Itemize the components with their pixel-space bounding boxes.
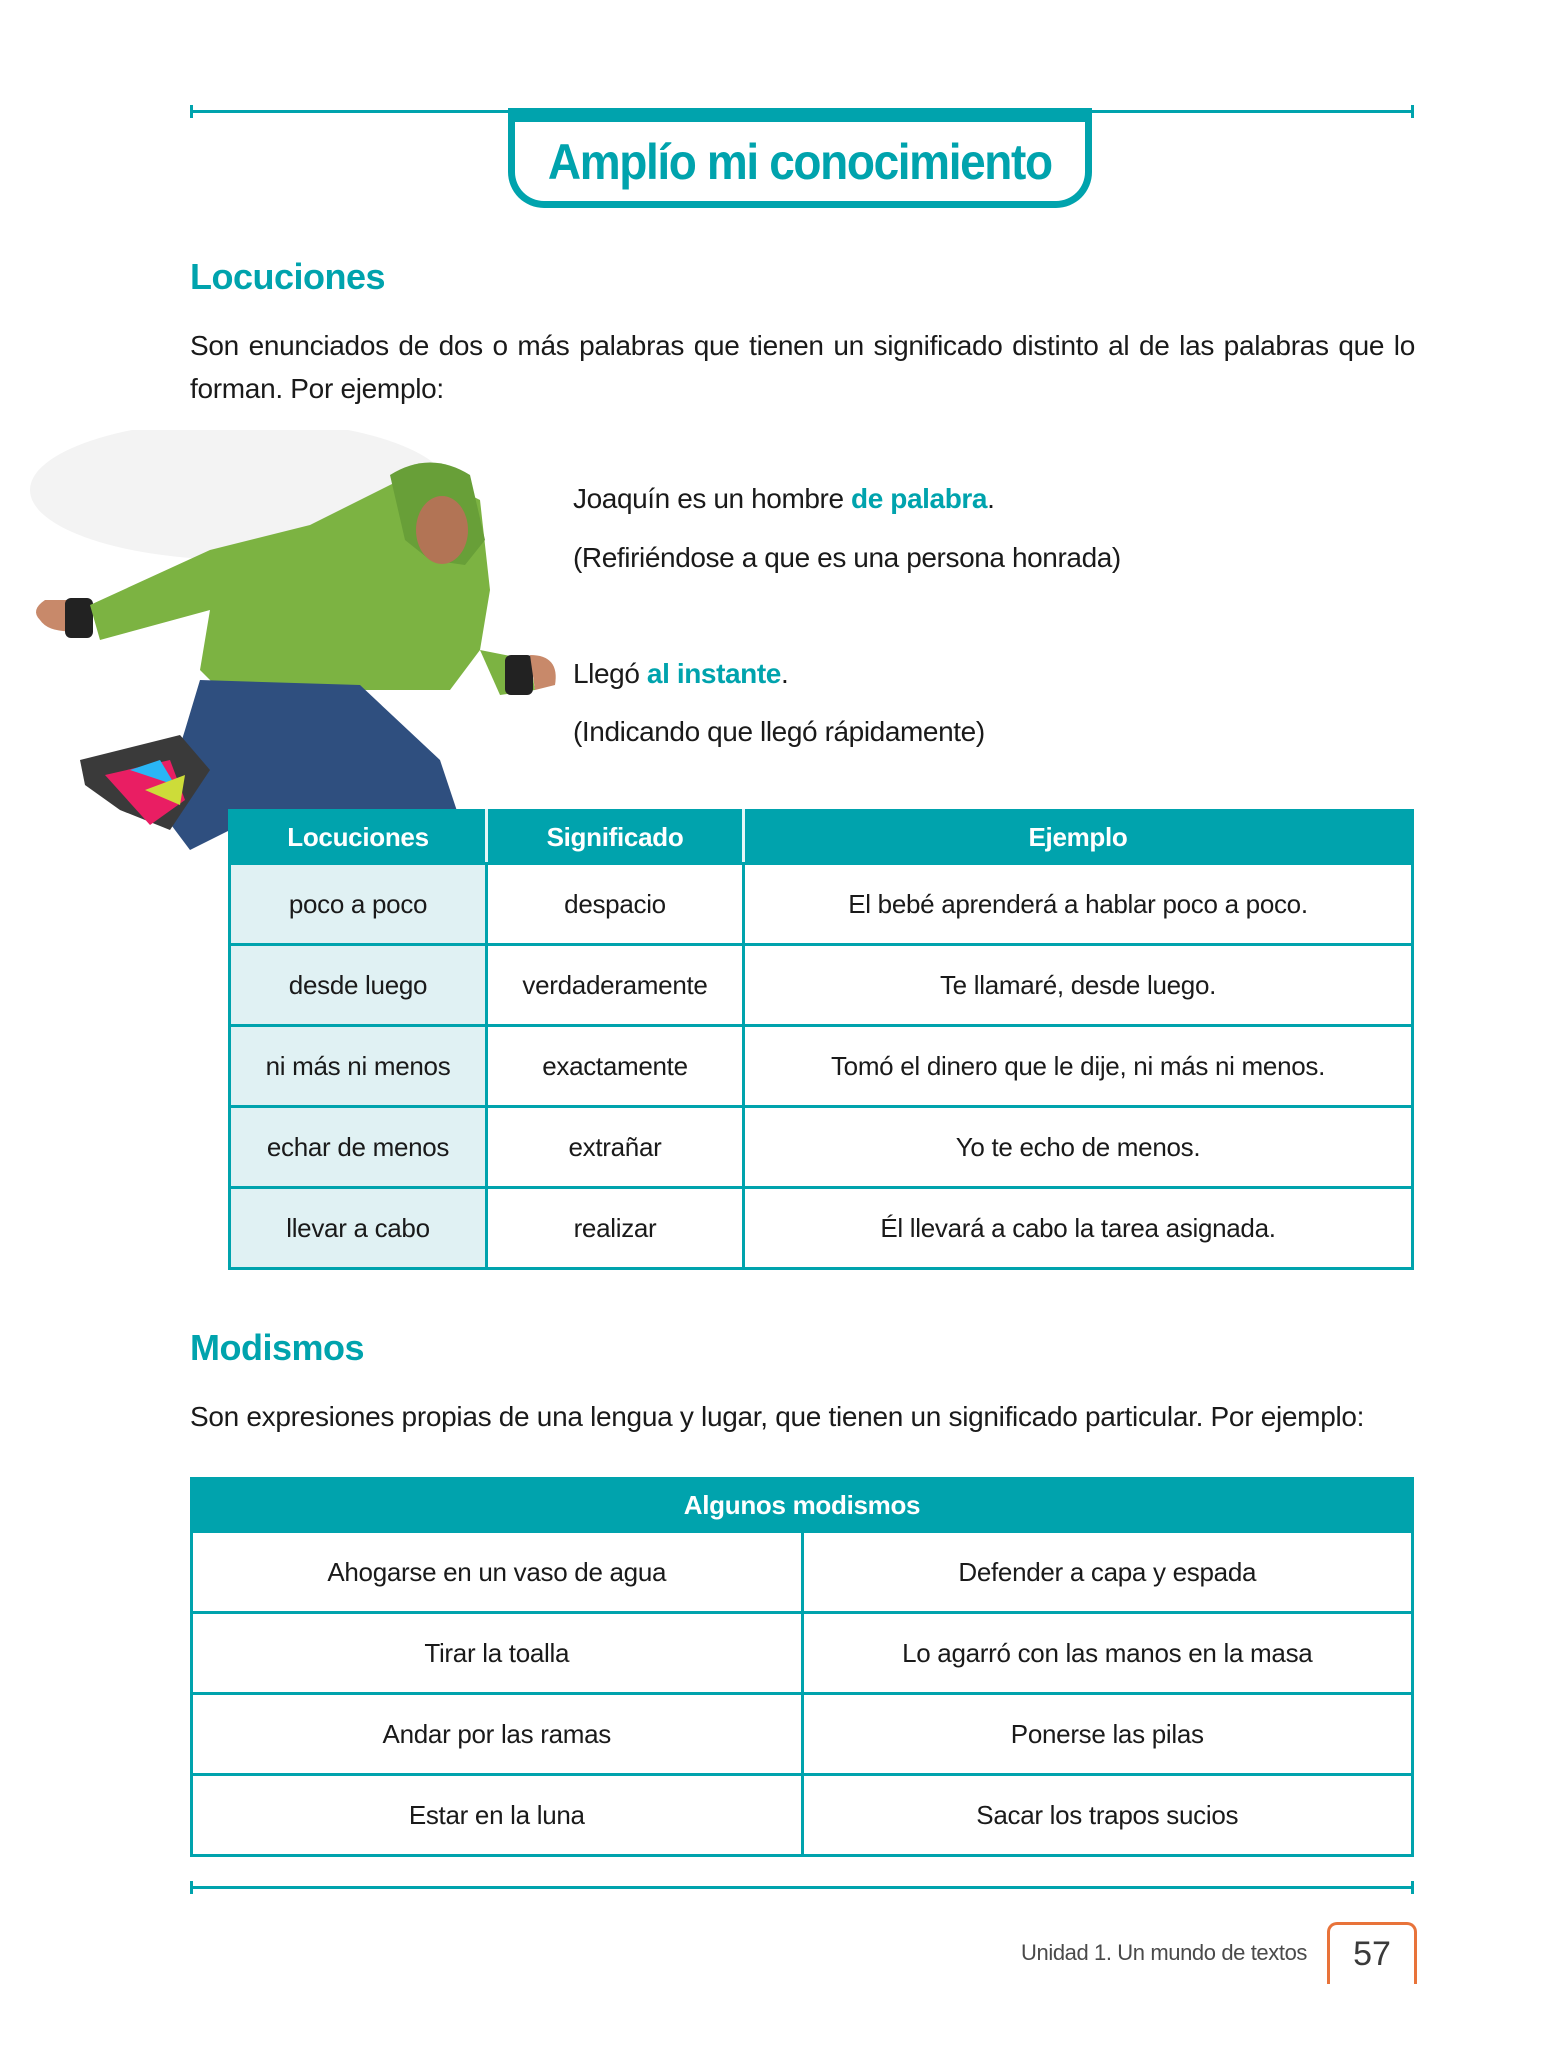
locuciones-description: Son enunciados de dos o más palabras que tienen un significado distinto al de las palabras que lo forman. Por ejemplo: <box>190 330 1415 404</box>
ejemplo-cell: El bebé aprenderá a hablar poco a poco. <box>744 864 1413 945</box>
modismo-cell: Estar en la luna <box>192 1775 803 1856</box>
significado-cell: despacio <box>487 864 744 945</box>
table-row <box>192 1532 1413 1613</box>
table-header-row <box>230 811 1413 864</box>
table-row <box>230 1188 1413 1269</box>
locucion-cell: poco a poco <box>230 864 487 945</box>
locucion-cell: llevar a cabo <box>230 1188 487 1269</box>
significado-cell: exactamente <box>487 1026 744 1107</box>
section-title-box <box>508 108 1092 208</box>
table-row <box>192 1613 1413 1694</box>
modismo-cell: Ponerse las pilas <box>802 1694 1413 1775</box>
example-1-text: Joaquín es un hombre <box>573 483 852 514</box>
example-1 <box>573 483 994 515</box>
table-row <box>230 945 1413 1026</box>
modismo-cell: Andar por las ramas <box>192 1694 803 1775</box>
header-ejemplo: Ejemplo <box>744 811 1413 864</box>
table-row <box>192 1775 1413 1856</box>
locucion-cell: echar de menos <box>230 1107 487 1188</box>
page-number: 57 <box>1353 1935 1391 1973</box>
ejemplo-cell: Te llamaré, desde luego. <box>744 945 1413 1026</box>
ejemplo-cell: Él llevará a cabo la tarea asignada. <box>744 1188 1413 1269</box>
footer-unit-title: Unidad 1. Un mundo de textos <box>1021 1940 1307 1965</box>
ejemplo-cell: Yo te echo de menos. <box>744 1107 1413 1188</box>
example-2-period: . <box>780 658 789 689</box>
section-title: Amplío mi conocimiento <box>548 133 1052 190</box>
example-2-highlight: al instante <box>646 658 781 689</box>
bottom-rule <box>190 1886 1414 1889</box>
header-algunos-modismos: Algunos modismos <box>192 1479 1413 1532</box>
locucion-cell: ni más ni menos <box>230 1026 487 1107</box>
modismos-table <box>190 1477 1414 1857</box>
example-2-text: Llegó <box>573 658 647 689</box>
table-row <box>230 1026 1413 1107</box>
modismo-cell: Ahogarse en un vaso de agua <box>192 1532 803 1613</box>
ejemplo-cell: Tomó el dinero que le dije, ni más ni menos. <box>744 1026 1413 1107</box>
table-header-row <box>192 1479 1413 1532</box>
example-2-note: (Indicando que llegó rápidamente) <box>573 716 985 747</box>
page-number-box <box>1327 1922 1417 1984</box>
jumping-girl-photo-icon <box>10 430 570 870</box>
modismo-cell: Defender a capa y espada <box>802 1532 1413 1613</box>
locuciones-heading: Locuciones <box>190 256 386 297</box>
table-row <box>192 1694 1413 1775</box>
modismo-cell: Sacar los trapos sucios <box>802 1775 1413 1856</box>
table-row <box>230 1107 1413 1188</box>
modismos-heading: Modismos <box>190 1327 365 1368</box>
example-2 <box>573 658 788 690</box>
example-1-note: (Refiriéndose a que es una persona honrada) <box>573 542 1121 573</box>
significado-cell: extrañar <box>487 1107 744 1188</box>
locuciones-table <box>228 809 1414 1270</box>
table-row <box>230 864 1413 945</box>
significado-cell: verdaderamente <box>487 945 744 1026</box>
modismos-description: Son expresiones propias de una lengua y lugar, que tienen un significado particular. Por ejemplo: <box>190 1401 1365 1432</box>
modismo-cell: Tirar la toalla <box>192 1613 803 1694</box>
modismo-cell: Lo agarró con las manos en la masa <box>802 1613 1413 1694</box>
header-locuciones: Locuciones <box>230 811 487 864</box>
locucion-cell: desde luego <box>230 945 487 1026</box>
example-1-highlight: de palabra <box>851 483 988 514</box>
header-significado: Significado <box>487 811 744 864</box>
significado-cell: realizar <box>487 1188 744 1269</box>
example-1-period: . <box>987 483 995 514</box>
